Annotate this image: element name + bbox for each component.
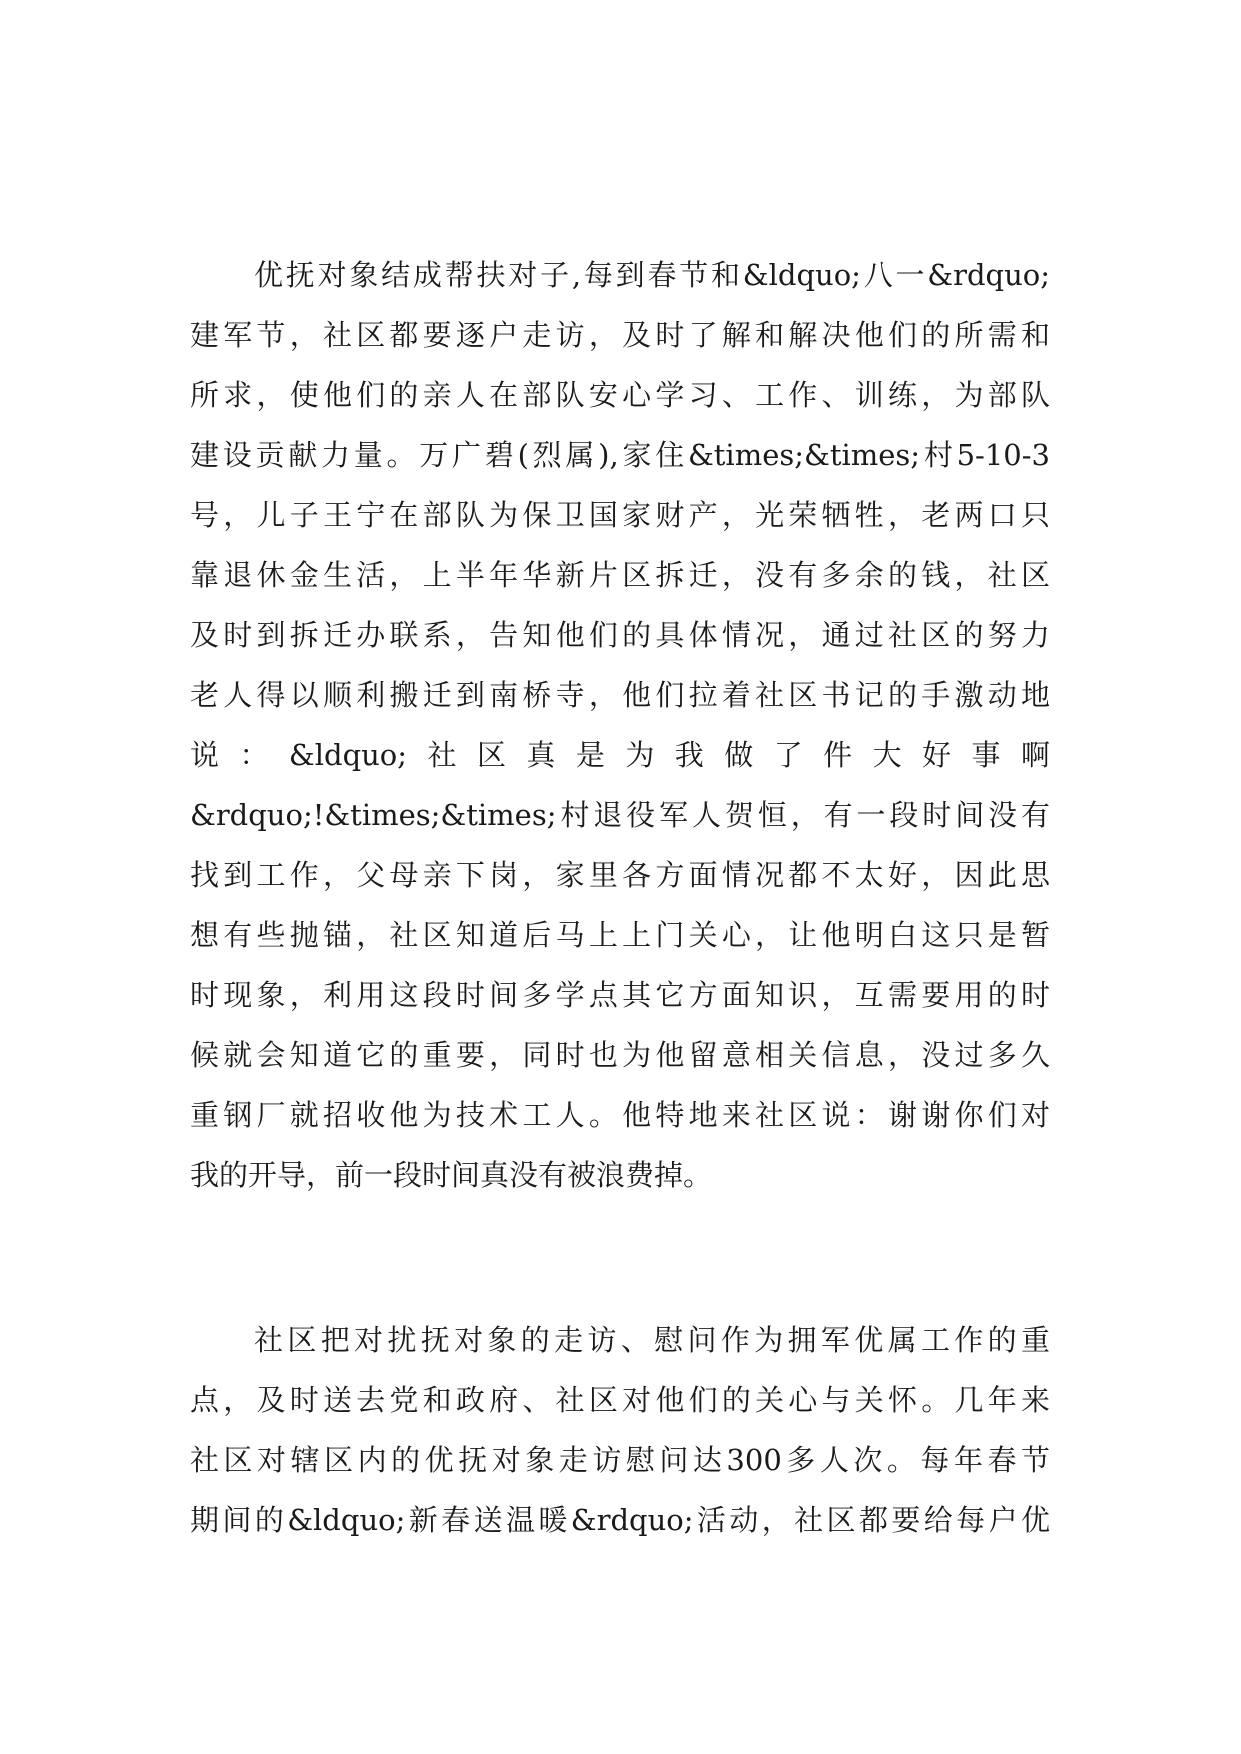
paragraph-line: 社区把对扰抚对象的走访、慰问作为拥军优属工作的重 bbox=[254, 1323, 1050, 1357]
paragraph-line: 靠退休金生活，上半年华新片区拆迁，没有多余的钱，社区 bbox=[190, 558, 1050, 592]
paragraph-military-families-support bbox=[190, 245, 1050, 1205]
paragraph-line: 重钢厂就招收他为技术工人。他特地来社区说：谢谢你们对 bbox=[190, 1098, 1050, 1132]
paragraph-line: 说：&ldquo;社区真是为我做了件大好事啊 bbox=[190, 738, 1050, 772]
paragraph-line: 号，儿子王宁在部队为保卫国家财产，光荣牺牲，老两口只 bbox=[190, 498, 1050, 532]
paragraph-line: 点，及时送去党和政府、社区对他们的关心与关怀。几年来 bbox=[190, 1383, 1050, 1417]
paragraph-line: 我的开导，前一段时间真没有被浪费掉。 bbox=[190, 1158, 713, 1192]
paragraph-line: 找到工作，父母亲下岗，家里各方面情况都不太好，因此思 bbox=[190, 858, 1050, 892]
paragraph-line: 候就会知道它的重要，同时也为他留意相关信息，没过多久 bbox=[190, 1038, 1050, 1072]
paragraph-line: 建设贡献力量。万广碧(烈属),家住&times;&times;村5-10-3 bbox=[190, 438, 1050, 472]
paragraph-line: 时现象，利用这段时间多学点其它方面知识，互需要用的时 bbox=[190, 978, 1050, 1012]
paragraph-line: &rdquo;!&times;&times;村退役军人贺恒，有一段时间没有 bbox=[190, 798, 1050, 832]
paragraph-line: 优抚对象结成帮扶对子,每到春节和&ldquo;八一&rdquo; bbox=[254, 258, 1050, 292]
paragraph-visits-and-condolences bbox=[190, 1310, 1050, 1550]
paragraph-line: 期间的&ldquo;新春送温暖&rdquo;活动，社区都要给每户优 bbox=[190, 1503, 1050, 1537]
paragraph-line: 建军节，社区都要逐户走访，及时了解和解决他们的所需和 bbox=[190, 318, 1050, 352]
paragraph-line: 想有些抛锚，社区知道后马上上门关心，让他明白这只是暂 bbox=[190, 918, 1050, 952]
paragraph-line: 老人得以顺利搬迁到南桥寺，他们拉着社区书记的手激动地 bbox=[190, 678, 1050, 712]
paragraph-line: 社区对辖区内的优抚对象走访慰问达300多人次。每年春节 bbox=[190, 1443, 1050, 1477]
paragraph-line: 所求，使他们的亲人在部队安心学习、工作、训练，为部队 bbox=[190, 378, 1050, 412]
paragraph-line: 及时到拆迁办联系，告知他们的具体情况，通过社区的努力 bbox=[190, 618, 1050, 652]
